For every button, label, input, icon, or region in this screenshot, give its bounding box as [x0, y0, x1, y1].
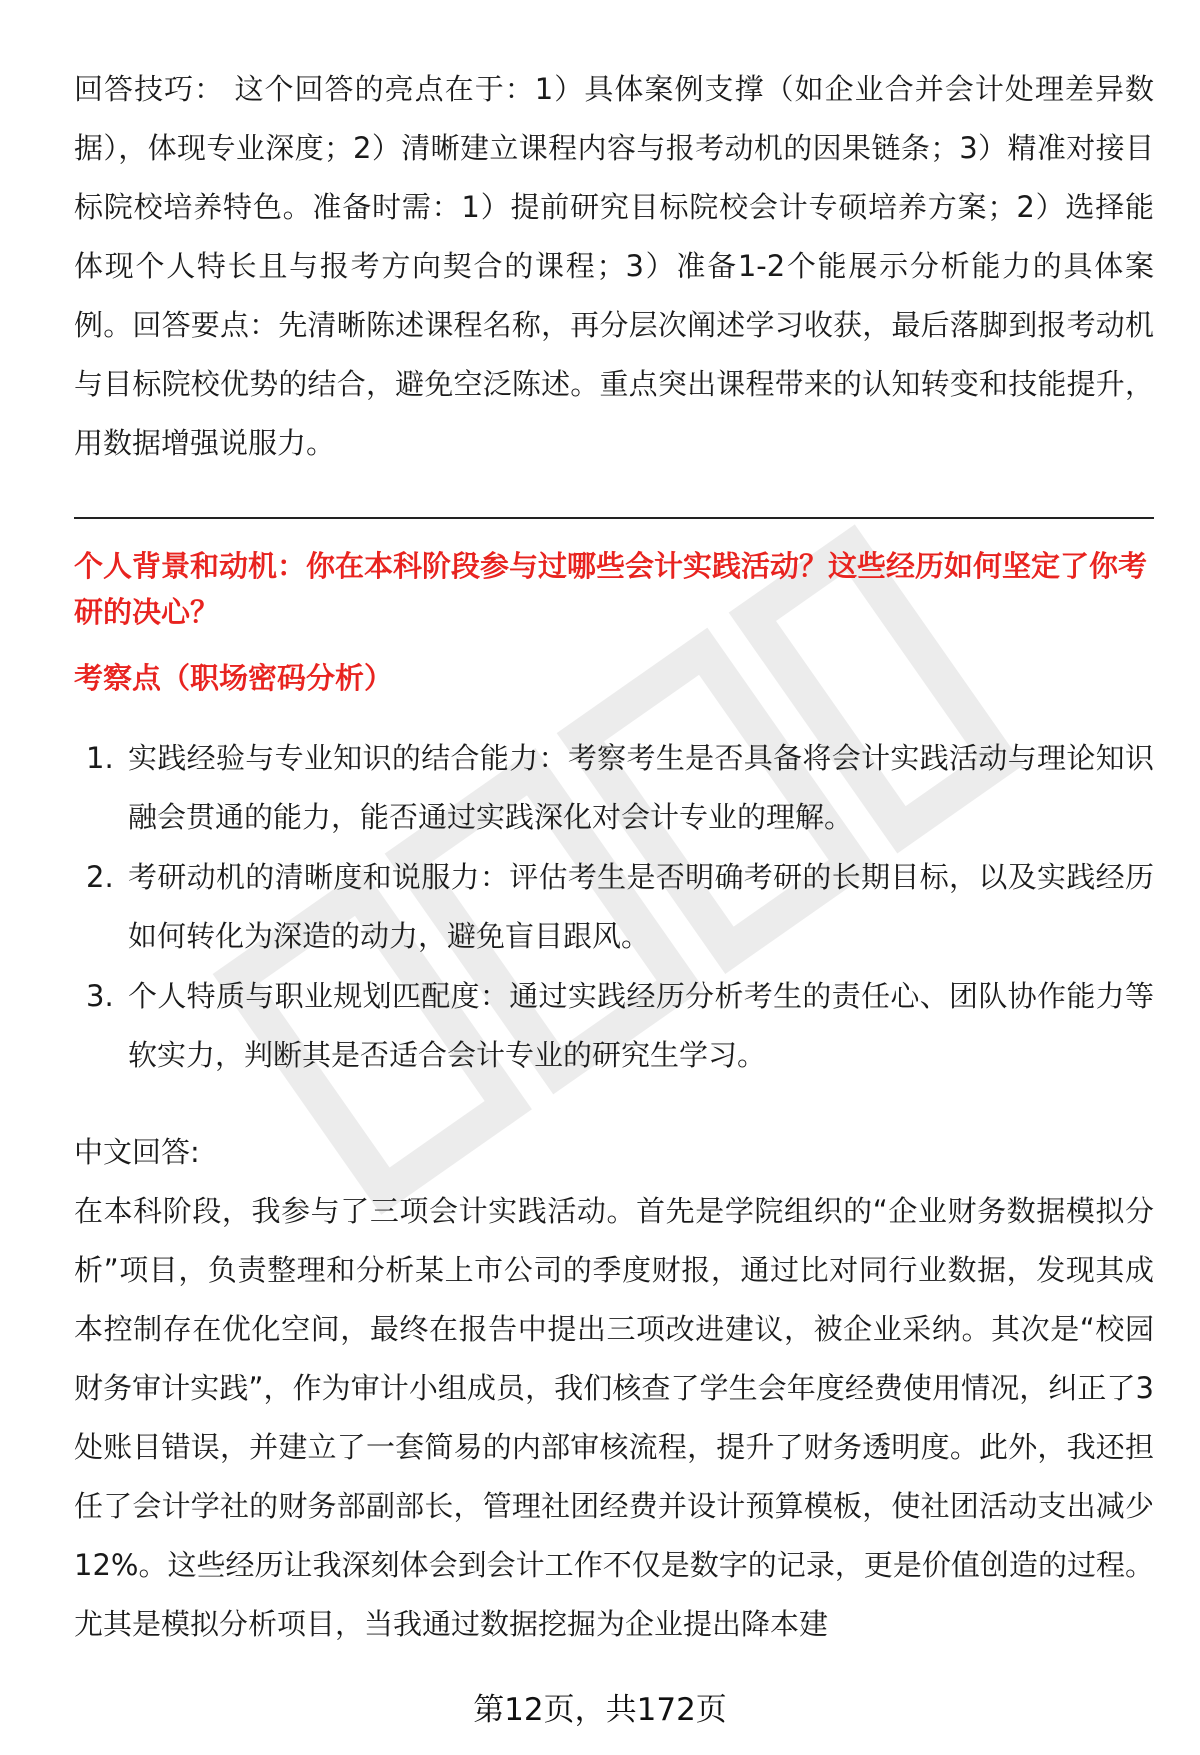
list-item: [74, 729, 1154, 847]
assessment-points-list: [74, 729, 1154, 1085]
page-number-footer: 第12页，共172页: [473, 1692, 727, 1728]
list-item-number: 1.: [86, 741, 114, 775]
section-divider: [74, 517, 1154, 519]
list-item-number: 2.: [86, 860, 114, 894]
answer-tips-paragraph: 回答技巧： 这个回答的亮点在于：1）具体案例支撑（如企业合并会计处理差异数据），体现专业深度；2）清晰建立课程内容与报考动机的因果链条；3）精准对接目标院校培养特色。准备时需：1）提前研究目标院校会计专硕培养方案；2）选择能体现个人特长且与报考方向契合的课程；3）准备1-2个能展示分析能力的具体案例。回答要点：先清晰陈述课程名称，再分层次阐述学习收获，最后落脚到报考动机与目标院校优势的结合，避免空泛陈述。重点突出课程带来的认知转变和技能提升，用数据增强说服力。: [74, 72, 1154, 460]
list-item-number: 3.: [86, 979, 114, 1013]
list-item-text: 实践经验与专业知识的结合能力：考察考生是否具备将会计实践活动与理论知识融会贯通的能力，能否通过实践深化对会计专业的理解。: [128, 741, 1154, 834]
list-item-text: 个人特质与职业规划匹配度：通过实践经历分析考生的责任心、团队协作能力等软实力，判断其是否适合会计专业的研究生学习。: [128, 979, 1154, 1072]
answer-paragraph: 在本科阶段，我参与了三项会计实践活动。首先是学院组织的“企业财务数据模拟分析”项目，负责整理和分析某上市公司的季度财报，通过比对同行业数据，发现其成本控制存在优化空间，最终在报告中提出三项改进建议，被企业采纳。其次是“校园财务审计实践”，作为审计小组成员，我们核查了学生会年度经费使用情况，纠正了3处账目错误，并建立了一套简易的内部审核流程，提升了财务透明度。此外，我还担任了会计学社的财务部副部长，管理社团经费并设计预算模板，使社团活动支出减少12%。这些经历让我深刻体会到会计工作不仅是数字的记录，更是价值创造的过程。尤其是模拟分析项目，当我通过数据挖掘为企业提出降本建: [74, 1194, 1154, 1641]
answer-label: 中文回答:: [74, 1135, 200, 1169]
list-item: [74, 967, 1154, 1085]
document-page: [74, 60, 1154, 1654]
list-item-text: 考研动机的清晰度和说服力：评估考生是否明确考研的长期目标，以及实践经历如何转化为深造的动力，避免盲目跟风。: [128, 860, 1154, 953]
list-item: [74, 848, 1154, 966]
assessment-points-heading: 考察点（职场密码分析）: [74, 661, 394, 695]
question-heading: 个人背景和动机：你在本科阶段参与过哪些会计实践活动？这些经历如何坚定了你考研的决心？: [74, 549, 1148, 629]
